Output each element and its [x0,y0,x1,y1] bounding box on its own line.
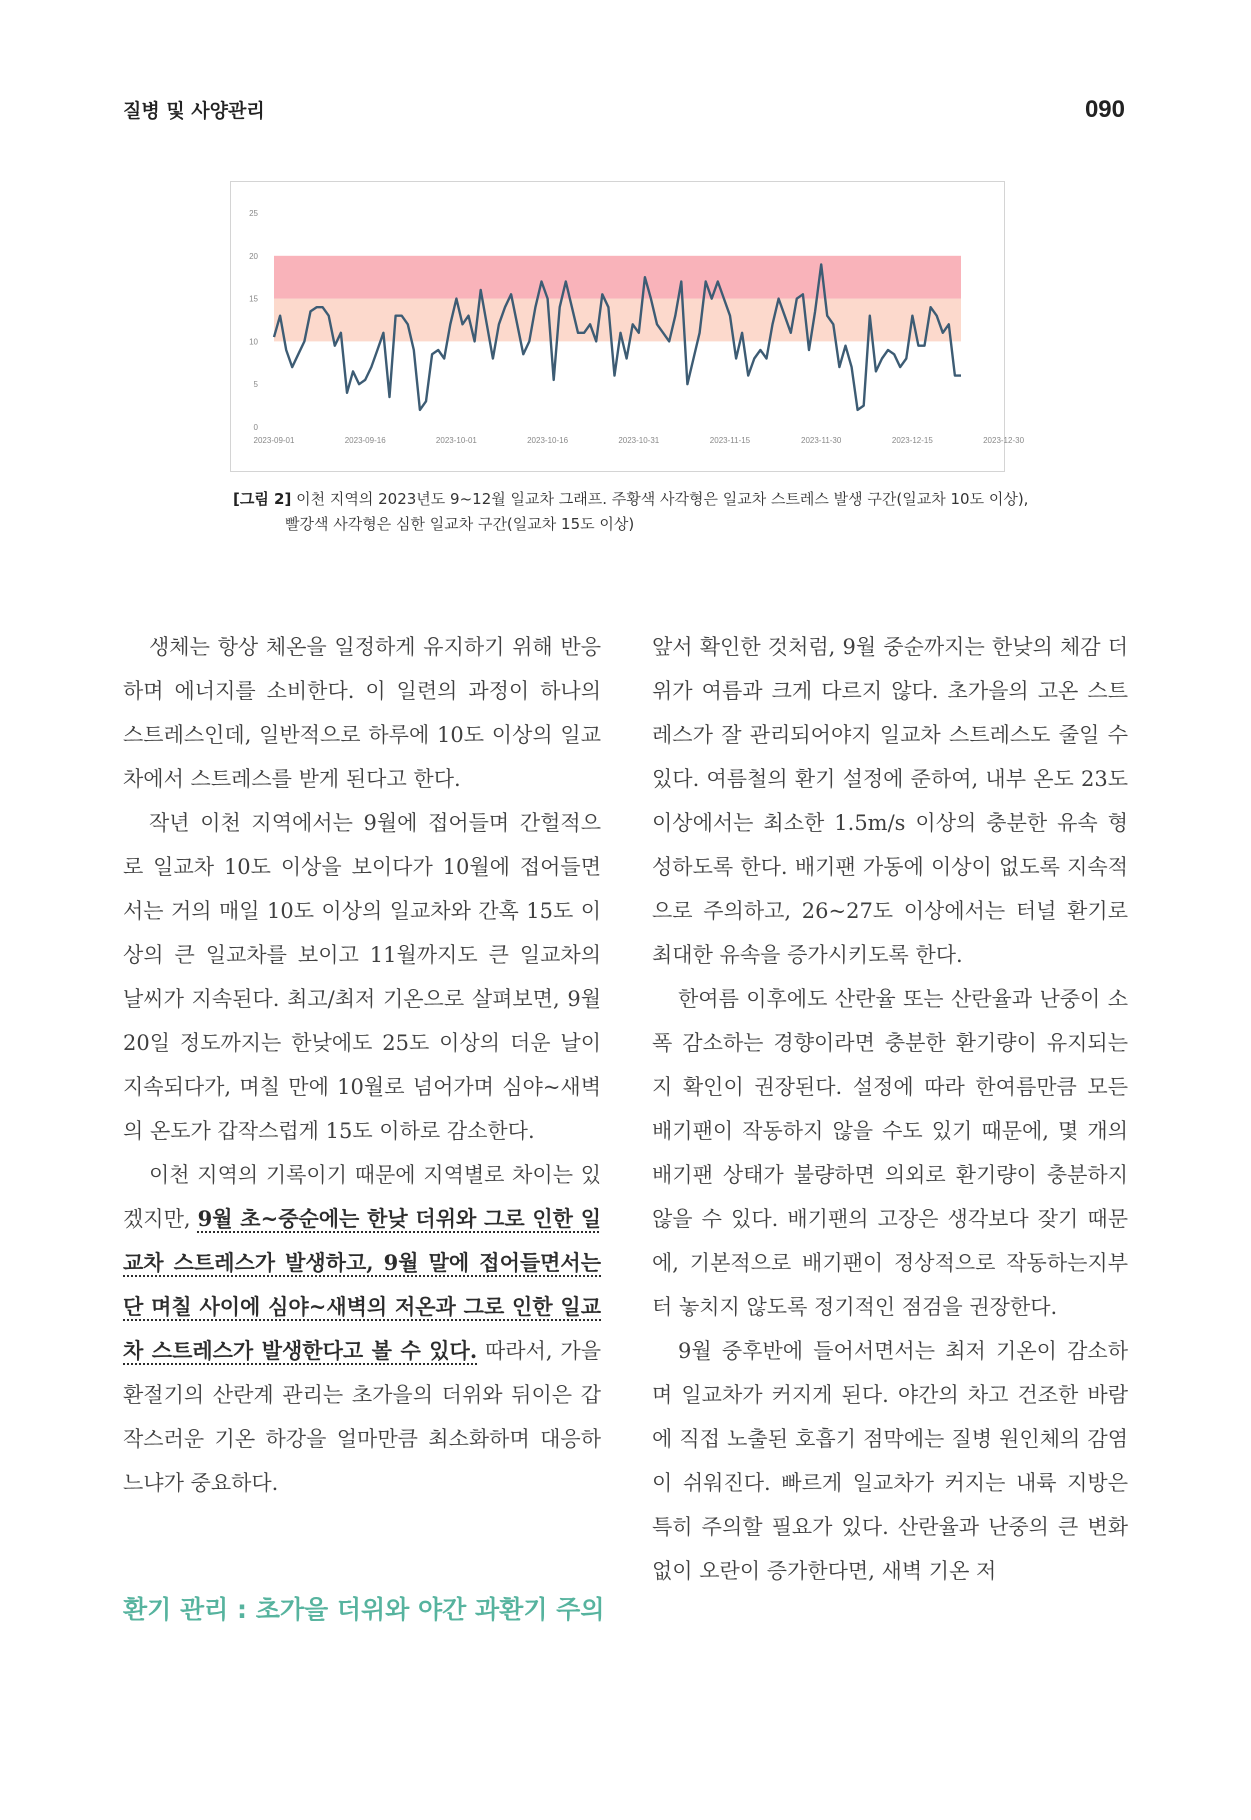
paragraph-text: 이천 지역의 기록이기 때문에 지역별로 차이는 있겠지만, [123,1163,601,1231]
y-tick-label: 0 [253,423,258,432]
y-tick-label: 20 [249,251,258,261]
body-paragraph: 앞서 확인한 것처럼, 9월 중순까지는 한낮의 체감 더위가 여름과 크게 다르지 않다. 초가을의 고온 스트레스가 잘 관리되어야지 일교차 스트레스도 줄일 수 있다. 여름철의 환기 설정에 준하여, 내부 온도 23도 이상에서는 최소한 1.5m/s 이상의 충분한 유속 형성하도록 한다. 배기팬 가동에 이상이 없도록 지속적으로 주의하고, 26~27도 이상에서는 터널 환기로 최대한 유속을 증가시키도록 한다. [652,635,1128,967]
x-tick-label: 2023-10-31 [618,436,660,445]
x-tick-label: 2023-09-16 [344,436,386,445]
figure-chart [230,181,1025,472]
body-paragraph: 생체는 항상 체온을 일정하게 유지하기 위해 반응하며 에너지를 소비한다. 이 일련의 과정이 하나의 스트레스인데, 일반적으로 하루에 10도 이상의 일교차에서 스트레스를 받게 된다고 한다. [123,635,601,791]
body-paragraph: 9월 중후반에 들어서면서는 최저 기온이 감소하며 일교차가 커지게 된다. 야간의 차고 건조한 바람에 직접 노출된 호흡기 점막에는 질병 원인체의 감염이 쉬워진다. 빠르게 일교차가 커지는 내륙 지방은 특히 주의할 필요가 있다. 산란율과 난중의 큰 변화 없이 오란이 증가한다면, 새벽 기온 저 [652,1339,1128,1583]
left-column [123,625,601,1505]
paragraph-text: 따라서, 가을 환절기의 산란계 관리는 초가을의 더위와 뒤이은 갑작스러운 기온 하강을 얼마만큼 최소화하며 대응하느냐가 중요하다. [123,1339,601,1495]
x-tick-label: 2023-11-30 [801,436,842,445]
running-header: 질병 및 사양관리 [123,100,265,122]
page-number: 090 [1084,96,1125,123]
line-chart [231,182,1025,471]
body-paragraph: 한여름 이후에도 산란율 또는 산란율과 난중이 소폭 감소하는 경향이라면 충분한 환기량이 유지되는지 확인이 권장된다. 설정에 따라 한여름만큼 모든 배기팬이 작동하지 않을 수도 있기 때문에, 몇 개의 배기팬 상태가 불량하면 의외로 환기량이 충분하지 않을 수 있다. 배기팬의 고장은 생각보다 잦기 때문에, 기본적으로 배기팬이 정상적으로 작동하는지부터 놓치지 않도록 정기적인 점검을 권장한다. [652,987,1128,1319]
y-tick-label: 25 [249,209,258,218]
threshold-band [274,299,961,342]
y-tick-label: 10 [249,337,258,347]
section-heading: 환기 관리 : 초가을 더위와 야간 과환기 주의 [123,1595,605,1624]
x-tick-label: 2023-11-15 [709,436,751,445]
threshold-band [274,256,961,299]
figure-caption [233,487,1033,537]
figure-label: [그림 2] [233,490,292,508]
right-column [652,625,1128,1593]
body-paragraph: 작년 이천 지역에서는 9월에 접어들며 간헐적으로 일교차 10도 이상을 보이다가 10월에 접어들면서는 거의 매일 10도 이상의 일교차와 간혹 15도 이상의 큰 일교차를 보이고 11월까지도 큰 일교차의 날씨가 지속된다. 최고/최저 기온으로 살펴보면, 9월 20일 정도까지는 한낮에도 25도 이상의 더운 날이 지속되다가, 며칠 만에 10월로 넘어가며 심야~새벽의 온도가 갑작스럽게 15도 이하로 감소한다. [123,811,601,1143]
x-tick-label: 2023-12-30 [983,436,1025,445]
body-paragraph [123,1153,601,1505]
x-tick-label: 2023-12-15 [891,436,933,445]
x-tick-label: 2023-10-01 [435,436,477,445]
y-tick-label: 15 [249,294,258,304]
caption-line-1: 이천 지역의 2023년도 9~12월 일교차 그래프. 주황색 사각형은 일교차 스트레스 발생 구간(일교차 10도 이상), [296,490,1029,508]
x-tick-label: 2023-09-01 [253,436,295,445]
x-tick-label: 2023-10-16 [527,436,569,445]
caption-line-2: 빨강색 사각형은 심한 일교차 구간(일교차 15도 이상) [285,515,635,533]
y-tick-label: 5 [253,380,258,390]
emphasized-text: 9월 초~중순에는 한낮 더위와 그로 인한 일교차 스트레스가 발생하고, 9월 말에 접어들면서는 단 며칠 사이에 심야~새벽의 저온과 그로 인한 일교차 스트레스가 발생한다고 볼 수 있다. [123,1206,601,1363]
